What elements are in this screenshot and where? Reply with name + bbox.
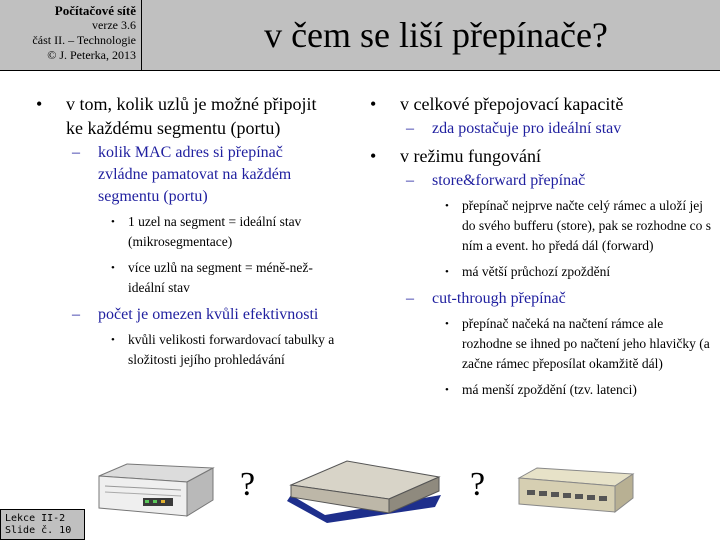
bullet-text: v tom, kolik uzlů je možné připojit ke každému segmentu (portu) (66, 94, 317, 138)
bullet-capacity (370, 92, 715, 140)
item-table-size (98, 330, 336, 370)
part-label: část II. – Technologie (32, 33, 136, 47)
bullet-text: v režimu fungování (400, 146, 541, 166)
copyright-label: © J. Peterka, 2013 (47, 48, 136, 62)
subbullet-limited (66, 304, 336, 370)
bullet-dot: • (111, 334, 115, 346)
bullet-dot: • (36, 94, 43, 114)
bullet-text: v celkové přepojovací kapacitě (400, 94, 624, 114)
bullet-dot: • (111, 262, 115, 274)
subbullet-text: store&forward přepínač (432, 172, 586, 189)
subbullet-mac-count (66, 142, 336, 298)
subbullet-text: kolik MAC adres si přepínač zvládne pamatovat na každém segmentu (portu) (98, 144, 292, 205)
item-one-node (98, 212, 336, 252)
dash-marker: – (406, 120, 414, 137)
dash-marker: – (72, 144, 80, 161)
bullet-dot: • (445, 266, 449, 278)
dash-marker: – (406, 290, 414, 307)
item-sf-behavior (432, 196, 715, 256)
lecture-label: Lekce II-2 (5, 513, 66, 524)
item-more-nodes (98, 258, 336, 298)
course-title: Počítačové sítě (54, 3, 136, 18)
bullet-dot: • (445, 384, 449, 396)
subbullet-store-forward (400, 170, 715, 282)
question-mark-2: ? (470, 466, 486, 503)
dash-marker: – (72, 306, 80, 323)
title-band (142, 0, 720, 71)
subbullet-ideal (400, 118, 715, 140)
item-text: má větší průchozí zpoždění (462, 264, 611, 279)
question-mark-1: ? (240, 466, 256, 503)
item-ct-delay (432, 380, 715, 400)
switch-image-rack (515, 466, 635, 518)
switch-image-small (95, 458, 215, 522)
item-text: 1 uzel na segment = ideální stav (mikrosegmentace) (128, 214, 302, 249)
bullet-dot: • (370, 146, 377, 166)
switch-image-large (285, 455, 445, 525)
right-column (370, 92, 715, 406)
slide-title: v čem se liší přepínače? (264, 15, 608, 55)
item-sf-delay (432, 262, 715, 282)
item-text: přepínač načeká na načtení rámce ale rozhodne se ihned po načtení jeho hlavičky (a začne rámec přeposílat okamžitě dál) (462, 316, 710, 371)
course-info-box (0, 0, 142, 71)
bullet-dot: • (111, 216, 115, 228)
item-ct-behavior (432, 314, 715, 374)
bullet-dot: • (445, 200, 449, 212)
item-text: kvůli velikosti forwardovací tabulky a složitosti jejího prohledávání (128, 332, 335, 367)
item-text: má menší zpoždění (tzv. latenci) (462, 382, 637, 397)
left-column (36, 92, 336, 376)
slide-info-box (0, 509, 85, 540)
version-label: verze 3.6 (92, 18, 136, 32)
subbullet-text: cut-through přepínač (432, 290, 566, 307)
subbullet-cut-through (400, 288, 715, 400)
item-text: přepínač nejprve načte celý rámec a uloží jej do svého bufferu (store), pak se rozhodne co s ním a event. ho předá dál (forward) (462, 198, 712, 253)
bullet-node-count (36, 92, 336, 370)
dash-marker: – (406, 172, 414, 189)
subbullet-text: zda postačuje pro ideální stav (432, 120, 622, 137)
bullet-dot: • (445, 318, 449, 330)
bullet-dot: • (370, 94, 377, 114)
item-text: více uzlů na segment = méně-než-ideální stav (128, 260, 313, 295)
slide-number: Slide č. 10 (5, 525, 72, 536)
subbullet-text: počet je omezen kvůli efektivnosti (98, 306, 319, 323)
bullet-mode (370, 144, 715, 400)
